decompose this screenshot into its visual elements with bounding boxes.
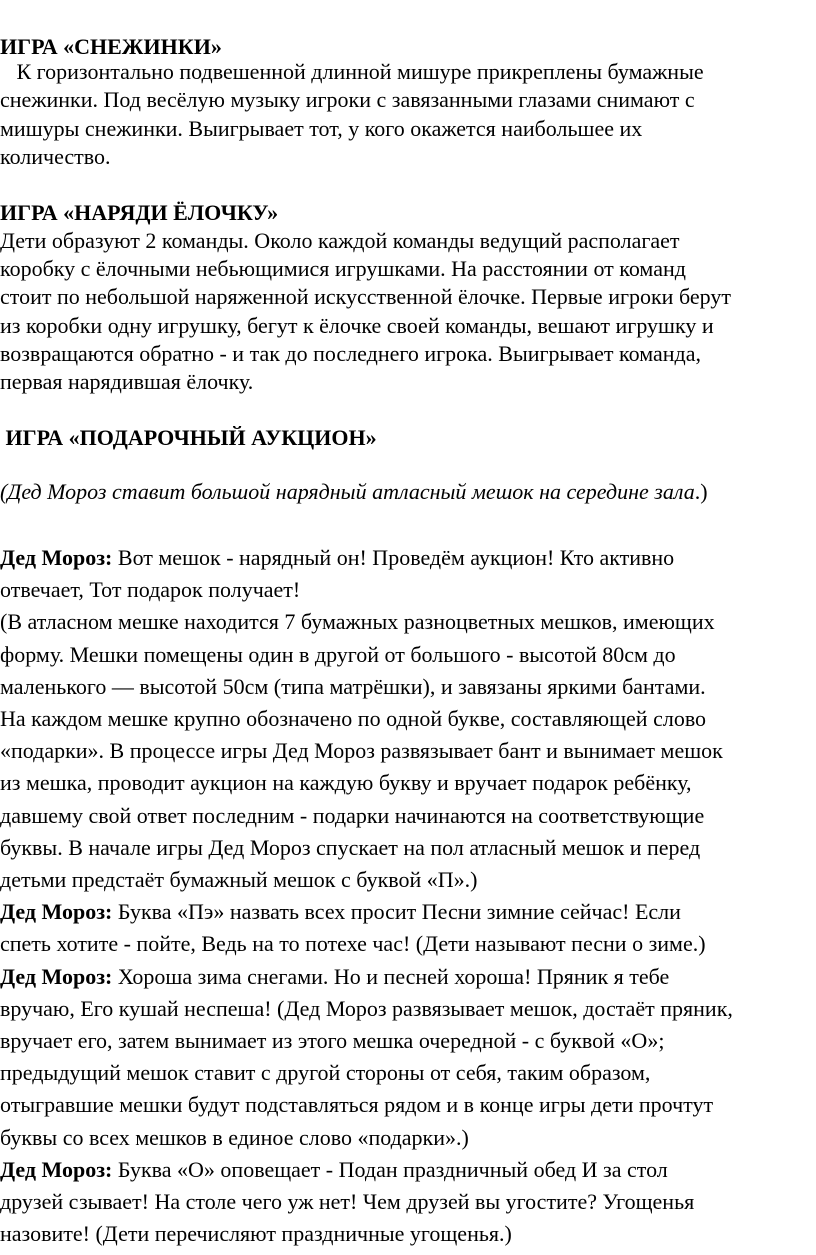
line-text: К горизонтально подвешенной длинной мишуре прикреплены бумажные: [0, 59, 704, 84]
dialogue-text: Хороша зима снегами. Но и песней хороша! Пряник я тебе: [112, 963, 670, 989]
line-text: из коробки одну игрушку, бегут к ёлочке своей команды, вешают игрушку и: [0, 312, 714, 338]
dialogue-text: спеть хотите - пойте, Ведь на то потехе час! (Дети называют песни о зиме.): [0, 931, 706, 957]
dialogue-line: [0, 899, 681, 925]
paragraph-line: [0, 87, 695, 113]
line-text: первая нарядившая ёлочку.: [0, 369, 254, 394]
dialogue-text: «подарки». В процессе игры Дед Мороз развязывает бант и вынимает мешок: [0, 738, 723, 764]
dialogue-text: маленького — высотой 50см (типа матрёшки), и завязаны яркими бантами.: [0, 673, 706, 699]
dialogue-line: [0, 770, 692, 796]
line-text: мишуры снежинки. Выигрывает тот, у кого окажется наибольшее их: [0, 115, 643, 141]
dialogue-line: [0, 964, 669, 990]
line-text: стоит по небольшой наряженной искусственной ёлочке. Первые игроки берут: [0, 284, 731, 310]
dialogue-text: отвечает, Тот подарок получает!: [0, 577, 301, 603]
section-title: [0, 200, 278, 226]
dialogue-text: вручает его, затем вынимает из этого мешка очередной - с буквой «О»;: [0, 1028, 665, 1053]
paragraph-line: [0, 144, 111, 170]
dialogue-text: отыгравшие мешки будут подставляться рядом и в конце игры дети прочтут: [0, 1092, 714, 1118]
line-text: количество.: [0, 144, 111, 170]
speaker-name: Дед Мороз:: [0, 899, 113, 925]
stage-direction: [0, 479, 708, 505]
section-title: [0, 425, 377, 451]
dialogue-line: [0, 738, 723, 764]
paragraph-line: [0, 59, 704, 85]
dialogue-text: детьми предстаёт бумажный мешок с буквой «П».): [0, 867, 478, 892]
dialogue-text: вручаю, Его кушай неспеша! (Дед Мороз развязывает мешок, достаёт пряник,: [0, 995, 733, 1021]
dialogue-line: [0, 835, 700, 861]
paragraph-line: [0, 284, 731, 310]
dialogue-text: форму. Мешки помещены один в другой от большого - высотой 80см до: [0, 641, 676, 667]
dialogue-text: предыдущий мешок ставит с другой стороны от себя, таким образом,: [0, 1060, 651, 1086]
dialogue-line: [0, 996, 733, 1022]
dialogue-line: [0, 931, 706, 957]
dialogue-line: [0, 577, 300, 603]
dialogue-line: [0, 609, 715, 635]
section-title-text: ИГРА «СНЕЖИНКИ»: [0, 34, 222, 59]
line-text: возвращаются обратно - и так до последнего игрока. Выигрывает команда,: [0, 340, 701, 366]
dialogue-text: буквы. В начале игры Дед Мороз спускает на пол атласный мешок и перед: [0, 834, 701, 860]
paragraph-line: [0, 116, 642, 142]
dialogue-line: [0, 1060, 650, 1086]
section-title-text: ИГРА «ПОДАРОЧНЫЙ АУКЦИОН»: [0, 425, 377, 450]
dialogue-text: давшему свой ответ последним - подарки начинаются на соответствующие: [0, 802, 705, 828]
line-text: коробку с ёлочными небьющимися игрушками. На расстоянии от команд: [0, 256, 686, 282]
speaker-name: Дед Мороз:: [0, 545, 113, 570]
paragraph-line: [0, 256, 686, 282]
line-text: Дети образуют 2 команды. Около каждой команды ведущий располагает: [0, 228, 680, 253]
dialogue-line: [0, 706, 706, 732]
speaker-name: Дед Мороз:: [0, 1156, 113, 1182]
dialogue-text: Буква «Пэ» назвать всех просит Песни зимние сейчас! Если: [112, 899, 681, 925]
dialogue-line: [0, 1157, 668, 1183]
dialogue-line: [0, 1125, 469, 1151]
line-text: снежинки. Под весёлую музыку игроки с завязанными глазами снимают с: [0, 87, 695, 113]
stage-direction-text: (Дед Мороз ставит большой нарядный атласный мешок на середине зала: [0, 479, 695, 504]
dialogue-text: из мешка, проводит аукцион на каждую букву и вручает подарок ребёнку,: [0, 770, 692, 796]
dialogue-line: [0, 545, 674, 571]
dialogue-line: [0, 1189, 694, 1215]
dialogue-line: [0, 1092, 713, 1118]
dialogue-line: [0, 1028, 664, 1054]
stage-direction-end: .): [694, 479, 708, 504]
dialogue-line: [0, 1221, 512, 1247]
dialogue-text: На каждом мешке крупно обозначено по одной букве, составляющей слово: [0, 706, 707, 731]
dialogue-text: друзей сзывает! На столе чего уж нет! Чем друзей вы угостите? Угощенья: [0, 1189, 695, 1214]
section-title-text: ИГРА «НАРЯДИ ЁЛОЧКУ»: [0, 200, 279, 225]
section-title: [0, 34, 222, 60]
dialogue-line: [0, 674, 706, 700]
dialogue-text: буквы со всех мешков в единое слово «подарки».): [0, 1124, 469, 1150]
speaker-name: Дед Мороз:: [0, 963, 113, 989]
dialogue-line: [0, 803, 704, 829]
dialogue-line: [0, 867, 478, 893]
dialogue-text: Буква «О» оповещает - Подан праздничный обед И за стол: [112, 1156, 668, 1182]
paragraph-line: [0, 313, 714, 339]
paragraph-line: [0, 228, 680, 254]
paragraph-line: [0, 369, 253, 395]
dialogue-text: назовите! (Дети перечисляют праздничные угощенья.): [0, 1221, 512, 1247]
dialogue-text: Вот мешок - нарядный он! Проведём аукцион! Кто активно: [112, 545, 675, 570]
dialogue-line: [0, 642, 676, 668]
paragraph-line: [0, 341, 701, 367]
dialogue-text: (В атласном мешке находится 7 бумажных разноцветных мешков, имеющих: [0, 609, 715, 635]
